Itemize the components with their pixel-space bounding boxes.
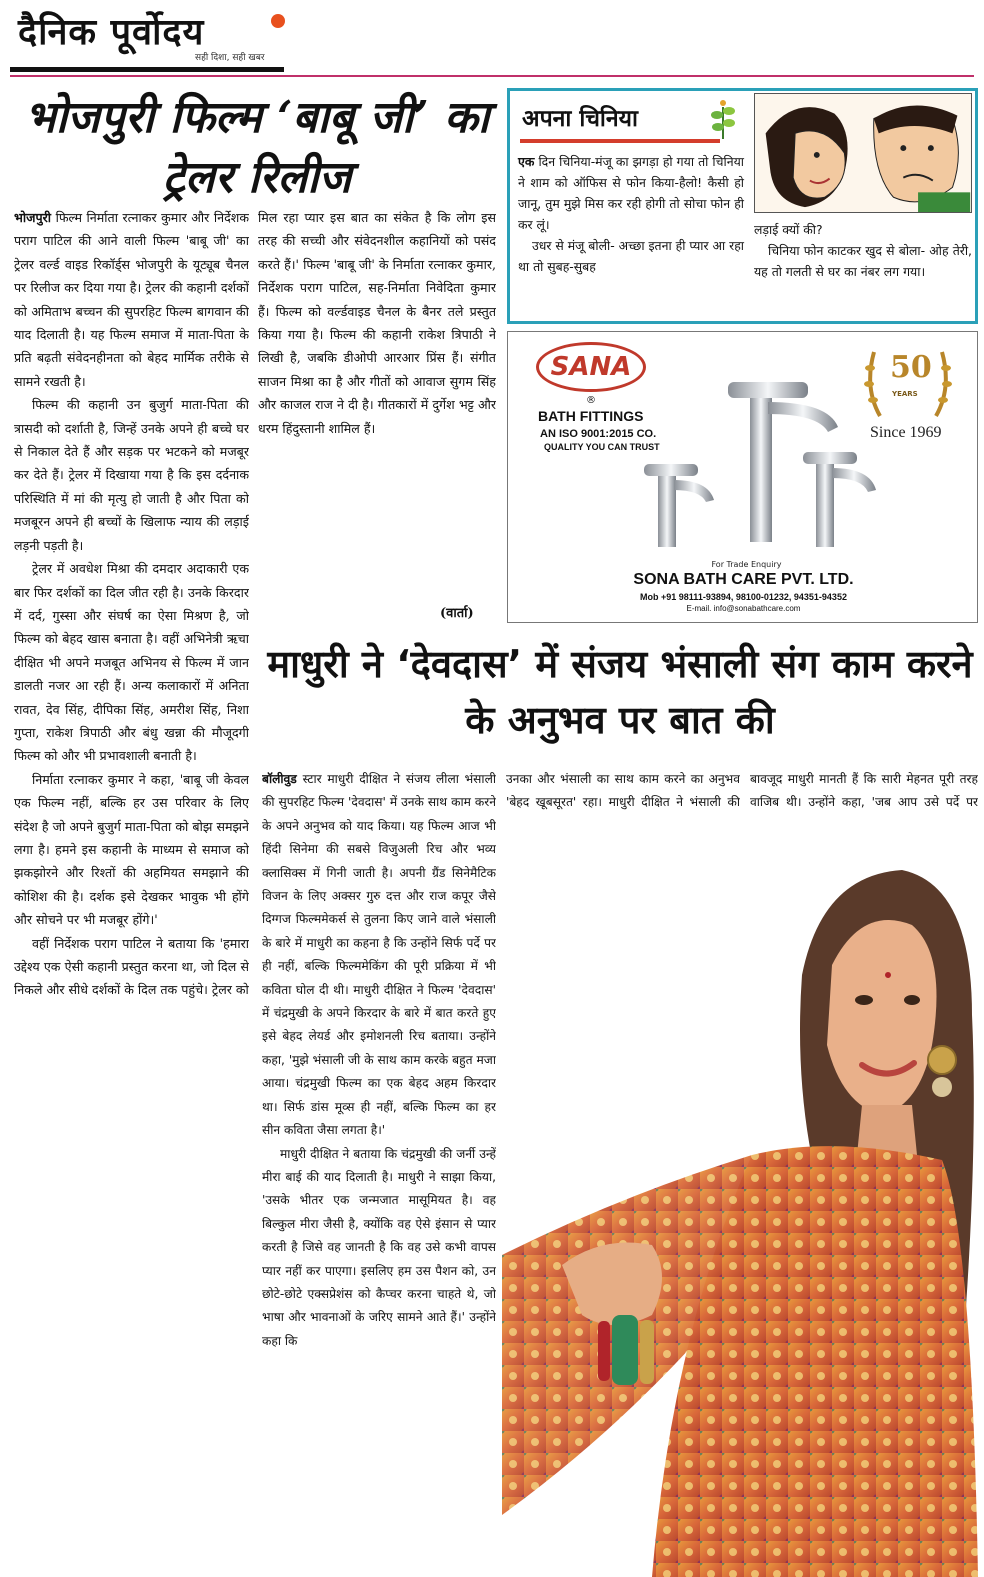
ad-email: E-mail. info@sonabathcare.com xyxy=(686,604,801,613)
sana-advertisement xyxy=(507,331,978,623)
cartoon-title-rule xyxy=(520,139,720,143)
logo-dot-icon xyxy=(271,14,285,28)
ad-iso-line: AN ISO 9001:2015 CO. xyxy=(540,428,657,440)
cartoon-text-left xyxy=(518,151,744,277)
cartoon-lead: एक xyxy=(518,154,535,169)
story2-dateline: बॉलीवुड xyxy=(262,772,297,786)
ad-contact xyxy=(508,560,978,613)
story1-para: फिल्म की कहानी उन बुजुर्ग माता-पिता की त्रासदी को दर्शाती है, जिन्हें उनके अपने ही बच्चे घर से निकाल देते हैं और सड़क पर भटकने को मजबूर कर देते हैं। ट्रेलर में दिखाया गया है कि इस दर्दनाक परिस्थिति में मां की मृत्यु हो जाती है और पिता को मजबूरन अपने ही बच्चों के खिलाफ न्याय की लड़ाई लड़नी पड़ती है। xyxy=(14,397,249,553)
cartoon-illustration xyxy=(754,93,972,213)
masthead xyxy=(0,0,984,78)
story2-para: माधुरी दीक्षित ने बताया कि चंद्रमुखी की जर्नी उन्हें मीरा बाई की याद दिलाती है। माधुरी ने साझा किया, 'उसके भीतर एक जन्मजात मासूमियत है। वह बिल्कुल मीरा जैसी है, क्योंकि वह ऐसे इंसान से प्यार करती है जिसे वह जानती है कि वह उसे कभी वापस प्यार नहीं कर पाएगा। इसलिए हम उस पैशन को, उन छोटे-छोटे एक्सप्रेशंस को कैप्चर करना चाहते थे, जो भाषा और भावनाओं के जरिए सामने आते हैं।' उन्होंने कहा कि xyxy=(262,1146,496,1348)
badge-years: YEARS xyxy=(892,390,918,398)
badge-number: 50 xyxy=(890,350,932,385)
ad-phone: Mob +91 98111-93894, 98100-01232, 94351-94352 xyxy=(640,592,847,602)
story2-para: बॉलीवुड स्टार माधुरी दीक्षित ने संजय लीला भंसाली की सुपरहिट फिल्म 'देवदास' में उनके साथ काम करने के अपने अनुभव को याद किया। यह फिल्म आज भी हिंदी सिनेमा की सबसे विजुअली रिच और भव्य क्लासिक्स में गिनी जाती है। अपनी ग्रैंड सिनेमैटिक विजन के लिए अक्सर गुरु दत्त और राज कपूर जैसे दिग्गज फिल्ममेकर्स से तुलना किए जाने वाले भंसाली के बारे में माधुरी का कहना है कि उन्होंने सिर्फ पर्दे पर ही नहीं, बल्कि फिल्ममेकिंग की पूरी प्रक्रिया में भी कविता घोल दी थी। माधुरी दीक्षित ने फिल्म 'देवदास' में चंद्रमुखी के अपने किरदार के बारे में बात करते हुए इसे बेहद लेयर्ड और इमोशनली रिच बताया। उन्होंने कहा, 'मुझे भंसाली जी के साथ काम करके बहुत मजा आया। चंद्रमुखी फिल्म का एक बेहद अहम किरदार था। सिर्फ डांस मूव्स ही नहीं, बल्कि फिल्म का हर सीन कविता जैसा लगता है।' xyxy=(262,772,496,1138)
story1-para: मिल रहा प्यार इस बात का संकेत है कि लोग इस तरह की सच्ची और संवेदनशील कहानियों को पसंद करते हैं।' फिल्म 'बाबू जी' के निर्माता रत्नाकर कुमार, निर्देशक पराग पाटिल, सह-निर्माता निवेदिता कुमार हैं। फिल्म को वर्ल्डवाइड चैनल के बैनर तले प्रस्तुत किया गया है। फिल्म की कहानी राकेश त्रिपाठी ने लिखी है, जबकि डीओपी आरआर प्रिंस हैं। संगीत साजन मिश्रा का है और गीतों को आवाज सुगम सिंह और काजल राज ने दी है। गीतकारों में दुर्गेश भट्ट और धरम हिंदुस्तानी शामिल हैं। xyxy=(258,210,496,436)
story1-dateline: भोजपुरी xyxy=(14,210,52,225)
cartoon-para: चिनिया फोन काटकर खुद से बोला- ओह तेरी, यह तो गलती से घर का नंबर लग गया। xyxy=(754,243,972,279)
story1-para: निर्माता रत्नाकर कुमार ने कहा, 'बाबू जी केवल एक फिल्म नहीं, बल्कि हर उस परिवार के लिए संदेश है जो अपने बुजुर्ग माता-पिता को बोझ समझने लगा है। हमने इस कहानी के माध्यम से समाज को झकझोरने और रिश्तों की अहमियत समझाने की कोशिश की है। दर्शक इसे देखकर भावुक भी होंगे और सोचने पर भी मजबूर होंगे।' xyxy=(14,771,249,928)
cartoon-title: अपना चिनिया xyxy=(522,106,638,132)
ad-trade-enquiry: For Trade Enquiry xyxy=(711,560,782,569)
registered-mark: ® xyxy=(586,395,596,406)
faucet-icon xyxy=(638,352,888,557)
story1-column-2 xyxy=(258,206,496,606)
story1-credit: (वार्ता) xyxy=(440,606,474,621)
story1-headline: भोजपुरी फिल्म ‘बाबू जी’ का ट्रेलर रिलीज xyxy=(24,92,490,203)
story1-column-1 xyxy=(14,206,249,1577)
story2-para: बावजूद माधुरी मानती हैं कि सारी मेहनत पूरी तरह वाजिब थी। उन्होंने कहा, 'जब आप उसे पर्दे पर xyxy=(750,772,978,810)
story2-column-1 xyxy=(262,768,496,1577)
sana-logo: SANA xyxy=(536,342,646,392)
story2-para: उनका और भंसाली का साथ काम करने का अनुभव 'बेहद खूबसूरत' रहा। माधुरी दीक्षित ने भंसाली की xyxy=(506,772,740,810)
cartoon-para: उधर से मंजू बोली- अच्छा इतना ही प्यार आ रहा था तो सुबह-सुबह xyxy=(518,238,744,274)
masthead-rule xyxy=(10,67,284,72)
actress-photo xyxy=(502,815,978,1577)
cartoon-text-right xyxy=(754,219,972,282)
cartoon-para: एक दिन चिनिया-मंजू का झगड़ा हो गया तो चिनिया ने शाम को ऑफिस से फोन किया-हैलो! कैसी हो जानू, तुम मुझे मिस कर रही होगी तो सोचा फोन ही कर लूं। xyxy=(518,154,744,232)
story1-para: वहीं निर्देशक पराग पाटिल ने बताया कि 'हमारा उद्देश्य एक ऐसी कहानी प्रस्तुत करना था, जो दिल से निकले और सीधे दर्शकों के दिल तक पहुंचे। ट्रेलर को xyxy=(14,935,249,998)
cartoon-para: लड़ाई क्यों की? xyxy=(754,222,823,237)
since-year: Since 1969 xyxy=(870,424,942,441)
leaf-icon xyxy=(708,97,738,141)
story2-headline: माधुरी ने ‘देवदास’ में संजय भंसाली संग काम करने के अनुभव पर बात की xyxy=(267,642,973,742)
ad-product-line: BATH FITTINGS xyxy=(538,408,644,424)
newspaper-title: दैनिक पूर्वोदय xyxy=(18,11,205,53)
newspaper-tagline: सही दिशा, सही खबर xyxy=(195,53,265,63)
cartoon-strip xyxy=(507,88,978,324)
ad-company-name: SONA BATH CARE PVT. LTD. xyxy=(633,571,854,588)
story1-para: ट्रेलर में अवधेश मिश्रा की दमदार अदाकारी एक बार फिर दर्शकों का दिल जीत रही है। उनके किरदार में दर्द, गुस्सा और संघर्ष का ऐसा मिश्रण है, जो फिल्म को बेहद खास बनाता है। वहीं अभिनेत्री ऋचा दीक्षित भी अपने मजबूत अभिनय से फिल्म में जान डालती नजर आ रही हैं। अन्य कलाकारों में अनिता रावत, देव सिंह, दीपिका सिंह, अमरीश सिंह, निशा गुप्ता, राकेश त्रिपाठी और बंधु खन्ना की मौजूदगी फिल्म को और भी प्रभावशाली बनाती है। xyxy=(14,561,249,764)
story1-para: भोजपुरी फिल्म निर्माता रत्नाकर कुमार और निर्देशक पराग पाटिल की आने वाली फिल्म 'बाबू जी' का ट्रेलर वर्ल्ड वाइड रिकॉर्ड्स भोजपुरी के यूट्यूब चैनल पर रिलीज कर दिया गया है। ट्रेलर की कहानी दर्शकों को अमिताभ बच्चन की सुपरहिट फिल्म बागवान की याद दिलाती है। यह फिल्म समाज में माता-पिता के प्रति बढ़ती संवेदनहीनता को बेहद मार्मिक तरीके से सामने रखती है। xyxy=(14,210,249,389)
ad-quality-line: QUALITY YOU CAN TRUST xyxy=(544,442,660,452)
masthead-divider xyxy=(10,75,974,77)
